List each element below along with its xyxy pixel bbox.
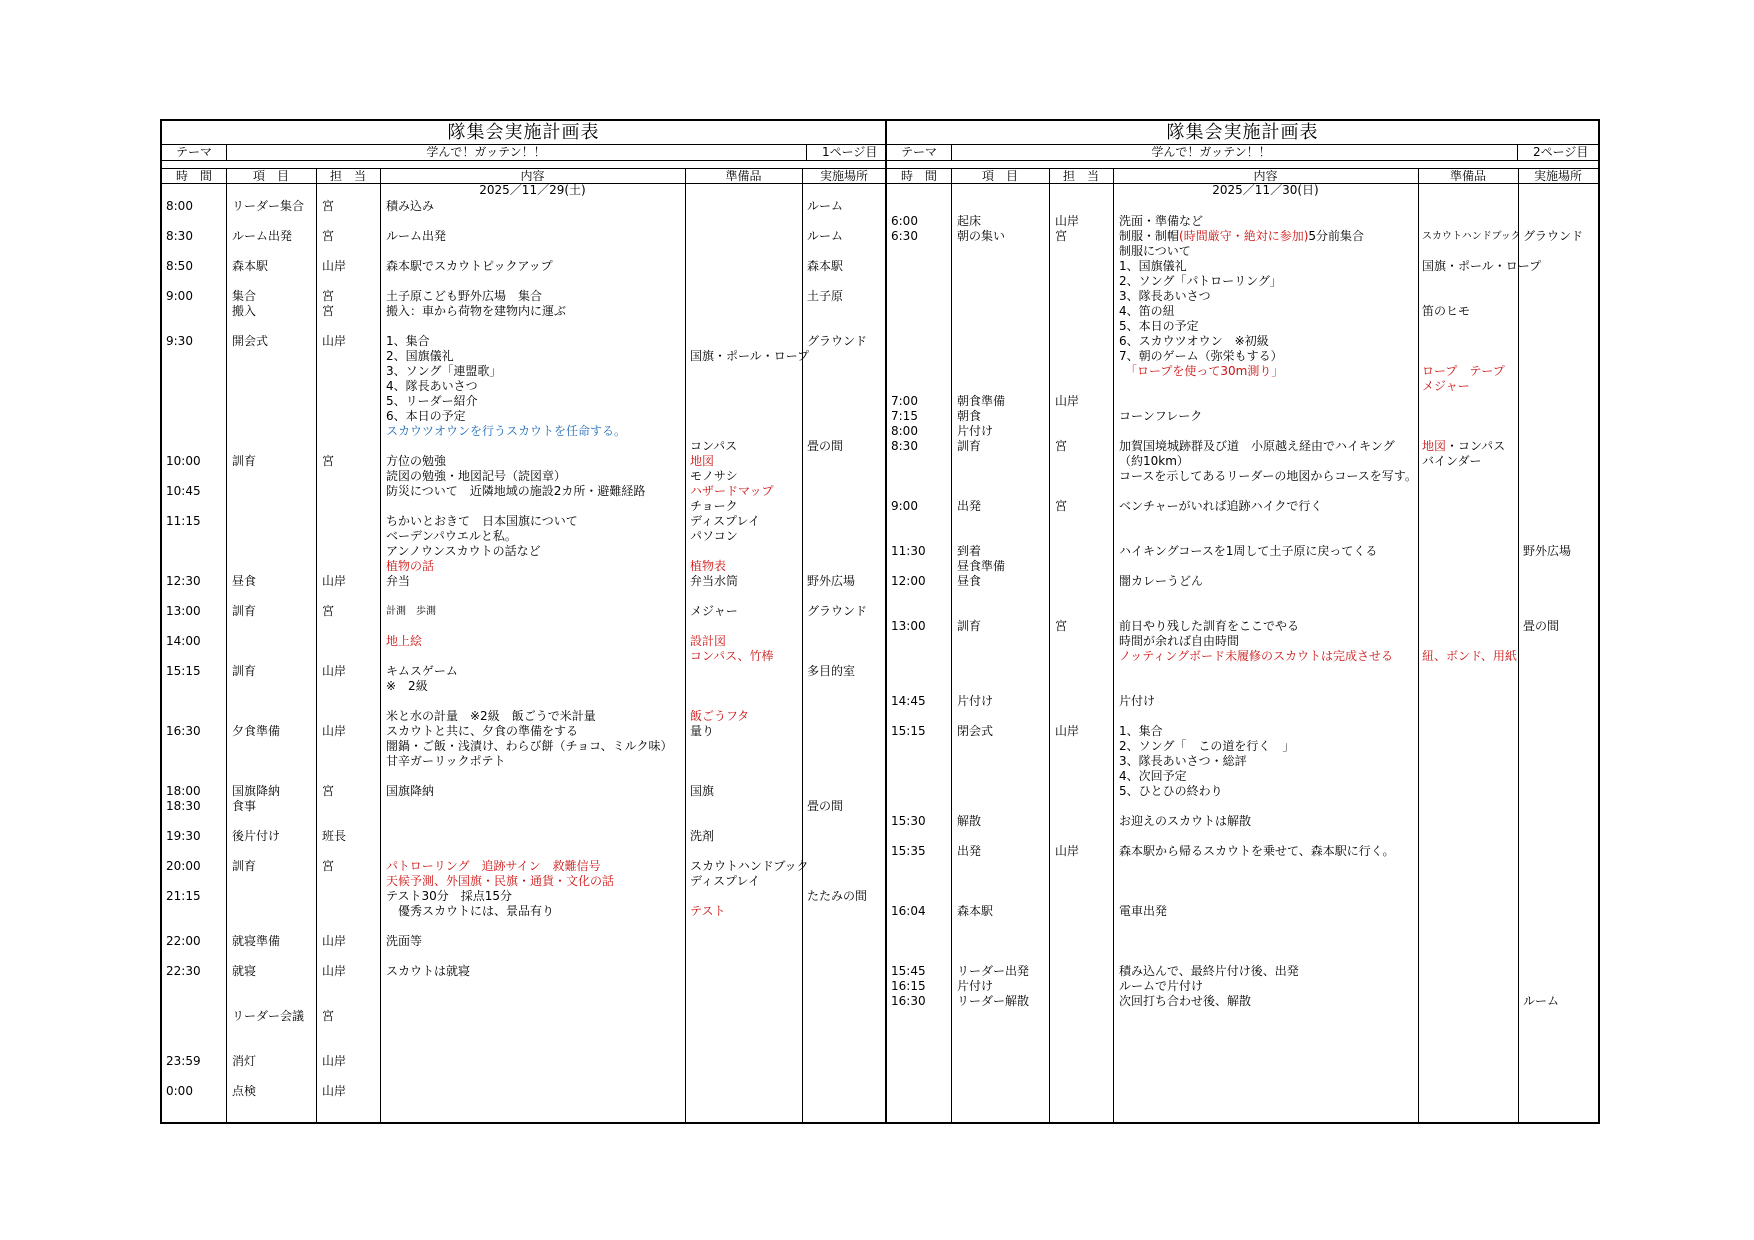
cell-equip: コンパス: [690, 439, 738, 453]
cell-equip: 飯ごうフタ: [690, 709, 750, 723]
cell-staff: 山岸: [1055, 724, 1080, 738]
cell-content: 森本駅から帰るスカウトを乗せて、森本駅に行く。: [1119, 844, 1395, 858]
cell-time: 15:15: [891, 724, 926, 738]
cell-item: 森本駅: [957, 904, 994, 918]
cell-equip: ディスプレイ: [690, 874, 760, 888]
cell-time: 19:30: [166, 829, 201, 843]
cell-equip: 紐、ボンド、用紙: [1422, 649, 1517, 663]
cell-content: スカウトは就寝: [386, 964, 471, 978]
cell-content: 7、朝のゲーム（弥栄もする）: [1119, 349, 1283, 363]
cell-content: 闇カレーうどん: [1119, 574, 1204, 588]
header-content: 内容: [1253, 169, 1278, 183]
cell-time: 6:00: [891, 214, 918, 228]
cell-content: 3、隊長あいさつ・総評: [1119, 754, 1247, 768]
cell-item: 点検: [232, 1084, 257, 1098]
cell-equip: 地図・コンパス: [1422, 439, 1506, 453]
cell-item: 到着: [957, 544, 982, 558]
cell-content: パトローリング 追跡サイン 救難信号: [386, 859, 601, 873]
cell-content: 6、本日の予定: [386, 409, 466, 423]
cell-place: ルーム: [807, 229, 844, 243]
theme-label: テーマ: [901, 145, 938, 159]
cell-content: ハイキングコースを1周して土子原に戻ってくる: [1119, 544, 1378, 558]
cell-staff: 山岸: [1055, 844, 1080, 858]
header-time: 時 間: [900, 169, 937, 183]
cell-staff: 班長: [322, 829, 347, 843]
cell-equip: コンパス、竹棒: [690, 649, 774, 663]
cell-content: 植物の話: [386, 559, 435, 573]
cell-time: 13:00: [166, 604, 201, 618]
cell-content: 積み込んで、最終片付け後、出発: [1119, 964, 1299, 978]
cell-item: 起床: [957, 214, 982, 228]
cell-content: 「ロープを使って30m測り」: [1119, 364, 1284, 378]
header-equipment: 準備品: [1449, 169, 1486, 183]
cell-content: スカウトと共に、夕食の準備をする: [386, 724, 579, 738]
cell-staff: 山岸: [322, 934, 347, 948]
header-place: 実施場所: [819, 169, 868, 183]
cell-time: 16:15: [891, 979, 926, 993]
cell-time: 23:59: [166, 1054, 201, 1068]
cell-time: 8:00: [166, 199, 193, 213]
cell-staff: 山岸: [1055, 394, 1080, 408]
cell-staff: 宮: [322, 604, 335, 618]
cell-item: 開会式: [232, 334, 269, 348]
cell-time: 9:30: [166, 334, 193, 348]
cell-equip: 国旗・ポール・ロープ: [690, 349, 810, 363]
cell-content: コーンフレーク: [1119, 409, 1203, 423]
cell-time: 9:00: [166, 289, 193, 303]
cell-content: 4、隊長あいさつ: [386, 379, 478, 393]
cell-staff: 宮: [322, 454, 335, 468]
cell-staff: 宮: [322, 859, 335, 873]
cell-content: 1、国旗儀礼: [1119, 259, 1187, 273]
cell-time: 8:00: [891, 424, 918, 438]
cell-content: ※ 2級: [386, 679, 428, 693]
cell-item: リーダー集合: [232, 199, 305, 213]
cell-staff: 山岸: [322, 664, 347, 678]
cell-content: 搬入：車から荷物を建物内に運ぶ: [386, 304, 567, 318]
cell-time: 21:15: [166, 889, 201, 903]
cell-item: 訓育: [232, 664, 257, 678]
cell-item: 片付け: [957, 424, 994, 438]
cell-item: 国旗降納: [232, 784, 281, 798]
cell-content: ちかいとおきて 日本国旗について: [386, 514, 578, 528]
cell-place: 畳の間: [807, 439, 844, 453]
cell-content: 4、次回予定: [1119, 769, 1187, 783]
cell-time: 6:30: [891, 229, 918, 243]
header-equipment: 準備品: [725, 169, 762, 183]
sheet-title: 隊集会実施計画表: [447, 122, 600, 143]
cell-time: 12:30: [166, 574, 201, 588]
cell-item: 朝の集い: [957, 229, 1006, 243]
cell-time: 11:15: [166, 514, 201, 528]
cell-content: キムスゲーム: [386, 664, 458, 678]
cell-content: 土子原こども野外広場 集合: [386, 289, 543, 303]
cell-item: 解散: [957, 814, 982, 828]
cell-content: 闇鍋・ご飯・浅漬け、わらび餅（チョコ、ミルク味）: [386, 739, 673, 753]
cell-content: コースを示してあるリーダーの地図からコースを写す。: [1119, 469, 1417, 483]
cell-equip: 地図: [690, 454, 715, 468]
cell-item: 訓育: [232, 604, 257, 618]
cell-content: 計測 歩測: [386, 606, 436, 617]
cell-time: 14:45: [891, 694, 926, 708]
cell-content: 3、隊長あいさつ: [1119, 289, 1211, 303]
cell-item: 朝食準備: [957, 394, 1006, 408]
cell-content: 洗面等: [386, 934, 423, 948]
cell-staff: 宮: [322, 784, 335, 798]
cell-staff: 宮: [322, 289, 335, 303]
cell-staff: 宮: [1055, 229, 1068, 243]
schedule-sheet-page-2: [885, 119, 1600, 1124]
cell-time: 16:04: [891, 904, 926, 918]
cell-item: 訓育: [232, 859, 257, 873]
theme-label: テーマ: [176, 145, 213, 159]
cell-staff: 宮: [322, 199, 335, 213]
header-staff: 担 当: [1062, 169, 1099, 183]
cell-item: 後片付け: [232, 829, 281, 843]
cell-time: 7:15: [891, 409, 918, 423]
cell-staff: 宮: [1055, 619, 1068, 633]
cell-item: 就寝: [232, 964, 257, 978]
cell-item: 就寝準備: [232, 934, 281, 948]
cell-content: お迎えのスカウトは解散: [1119, 814, 1252, 828]
cell-time: 15:45: [891, 964, 926, 978]
cell-equip: メジャー: [690, 604, 738, 618]
cell-equip: 洗剤: [690, 829, 715, 843]
cell-time: 0:00: [166, 1084, 193, 1098]
cell-time: 9:00: [891, 499, 918, 513]
cell-equip: モノサシ: [690, 469, 738, 483]
cell-content: ルームで片付け: [1119, 979, 1204, 993]
cell-staff: 宮: [322, 304, 335, 318]
cell-content: （約10km）: [1119, 454, 1189, 468]
cell-equip: パソコン: [690, 529, 738, 543]
cell-item: ルーム出発: [232, 229, 293, 243]
cell-item: 訓育: [232, 454, 257, 468]
cell-equip: 植物表: [690, 559, 727, 573]
cell-content: 2、ソング「 この道を行く 」: [1119, 739, 1295, 753]
cell-content: 1、集合: [386, 334, 430, 348]
cell-content: スカウツオウンを行うスカウトを任命する。: [386, 424, 627, 438]
cell-place: 畳の間: [1523, 619, 1560, 633]
cell-item: 朝食: [957, 409, 982, 423]
cell-item: 閉会式: [957, 724, 994, 738]
cell-content: 3、ソング「連盟歌」: [386, 364, 502, 378]
cell-content: 読図の勉強・地図記号（読図章）: [386, 469, 567, 483]
cell-content: 5、本日の予定: [1119, 319, 1199, 333]
cell-staff: 山岸: [322, 724, 347, 738]
header-item: 項 目: [981, 169, 1018, 183]
cell-item: 夕食準備: [232, 724, 281, 738]
cell-place: グラウンド: [807, 604, 868, 618]
cell-equip: スカウトハンドブック: [690, 859, 809, 873]
cell-staff: 宮: [1055, 499, 1068, 513]
cell-content: テスト30分 採点15分: [386, 889, 513, 903]
cell-place: 野外広場: [1523, 544, 1572, 558]
header-item: 項 目: [252, 169, 289, 183]
cell-equip: 国旗・ポール・ロープ: [1422, 259, 1542, 273]
cell-content: ルーム出発: [386, 229, 447, 243]
cell-item: 訓育: [957, 439, 982, 453]
header-staff: 担 当: [329, 169, 366, 183]
cell-content: 積み込み: [386, 199, 435, 213]
cell-item: 消灯: [232, 1054, 257, 1068]
cell-content: アンノウンスカウトの話など: [386, 544, 541, 558]
cell-equip: 弁当水筒: [690, 574, 739, 588]
cell-content: 加賀国境城跡群及び道 小原越え経由でハイキング: [1119, 439, 1395, 453]
cell-item: 出発: [957, 844, 982, 858]
theme-value: 学んで！ガッテン！！: [1151, 145, 1271, 159]
cell-equip: チョーク: [690, 499, 738, 513]
cell-staff: 山岸: [322, 334, 347, 348]
cell-time: 7:00: [891, 394, 918, 408]
cell-equip: メジャー: [1422, 379, 1470, 393]
cell-place: グラウンド: [1523, 229, 1584, 243]
cell-equip: 設計図: [690, 634, 727, 648]
cell-time: 18:00: [166, 784, 201, 798]
schedule-sheet-page-1: [160, 119, 887, 1124]
cell-item: リーダー出発: [957, 964, 1030, 978]
cell-equip: テスト: [690, 904, 726, 918]
sheet-title: 隊集会実施計画表: [1166, 122, 1319, 143]
cell-place: ルーム: [807, 199, 844, 213]
cell-time: 14:00: [166, 634, 201, 648]
header-time: 時 間: [175, 169, 212, 183]
cell-staff: 宮: [1055, 439, 1068, 453]
cell-time: 12:00: [891, 574, 926, 588]
cell-content: 地上絵: [386, 634, 423, 648]
theme-value: 学んで！ガッテン！！: [426, 145, 546, 159]
cell-content: 2、ソング「パトローリング」: [1119, 274, 1282, 288]
cell-content: 防災について 近隣地域の施設2カ所・避難経路: [386, 484, 646, 498]
schedule-date: 2025／11／29(土): [479, 183, 586, 197]
cell-item: 出発: [957, 499, 982, 513]
cell-time: 15:35: [891, 844, 926, 858]
cell-content: 4、笛の紐: [1119, 304, 1175, 318]
cell-place: たたみの間: [807, 889, 868, 903]
cell-content: 方位の勉強: [386, 454, 447, 468]
cell-place: 野外広場: [807, 574, 856, 588]
cell-time: 15:15: [166, 664, 201, 678]
cell-content: 天候予測、外国旗・民旗・通貨・文化の話: [386, 874, 615, 888]
cell-content: 弁当: [386, 574, 411, 588]
cell-content: 優秀スカウトには、景品有り: [386, 904, 555, 918]
cell-item: 昼食: [232, 574, 257, 588]
cell-content: 時間が余れば自由時間: [1119, 634, 1240, 648]
cell-place: ルーム: [1523, 994, 1560, 1008]
cell-time: 8:30: [166, 229, 193, 243]
cell-content: 5、リーダー紹介: [386, 394, 478, 408]
cell-time: 22:30: [166, 964, 201, 978]
cell-content: 甘辛ガーリックポテト: [386, 754, 506, 768]
cell-content: 2、国旗儀礼: [386, 349, 454, 363]
cell-place: グラウンド: [807, 334, 868, 348]
header-place: 実施場所: [1533, 169, 1582, 183]
cell-item: リーダー会議: [232, 1009, 305, 1023]
cell-item: 昼食: [957, 574, 982, 588]
cell-equip: 量り: [690, 724, 715, 738]
page-label: 1ページ目: [822, 145, 878, 159]
cell-equip: スカウトハンドブック: [1422, 231, 1521, 242]
cell-staff: 山岸: [322, 964, 347, 978]
cell-equip: ロープ テープ: [1422, 364, 1505, 378]
cell-time: 10:00: [166, 454, 201, 468]
cell-time: 20:00: [166, 859, 201, 873]
cell-content: 洗面・準備など: [1119, 214, 1204, 228]
cell-item: 片付け: [957, 979, 994, 993]
cell-content: 5、ひとひの終わり: [1119, 784, 1223, 798]
cell-content: ノッティングボード未履修のスカウトは完成させる: [1119, 649, 1393, 663]
cell-item: 食事: [232, 799, 257, 813]
cell-content: 電車出発: [1119, 904, 1168, 918]
cell-time: 11:30: [891, 544, 926, 558]
cell-staff: 山岸: [322, 259, 347, 273]
cell-content: 1、集合: [1119, 724, 1163, 738]
cell-item: 搬入: [232, 304, 257, 318]
cell-content: 次回打ち合わせ後、解散: [1119, 994, 1252, 1008]
cell-equip: バインダー: [1422, 454, 1482, 468]
cell-place: 多目的室: [807, 664, 856, 678]
cell-place: 森本駅: [807, 259, 844, 273]
cell-time: 22:00: [166, 934, 201, 948]
cell-staff: 山岸: [322, 1054, 347, 1068]
cell-equip: ディスプレイ: [690, 514, 760, 528]
cell-equip: 国旗: [690, 784, 715, 798]
schedule-date: 2025／11／30(日): [1212, 183, 1319, 197]
cell-item: リーダー解散: [957, 994, 1030, 1008]
cell-content: 制服について: [1119, 244, 1191, 258]
cell-content: 片付け: [1119, 694, 1156, 708]
cell-staff: 山岸: [322, 1084, 347, 1098]
cell-content: 制服・制帽(時間厳守・絶対に参加)5分前集合: [1119, 229, 1365, 243]
page-label: 2ページ目: [1533, 145, 1589, 159]
cell-staff: 宮: [322, 1009, 335, 1023]
cell-staff: 宮: [322, 229, 335, 243]
cell-equip: ハザードマップ: [690, 484, 774, 498]
cell-time: 16:30: [166, 724, 201, 738]
header-content: 内容: [520, 169, 545, 183]
cell-staff: 山岸: [1055, 214, 1080, 228]
cell-time: 8:50: [166, 259, 193, 273]
cell-place: 土子原: [807, 289, 844, 303]
cell-content: 国旗降納: [386, 784, 435, 798]
cell-content: 前日やり残した訓育をここでやる: [1119, 619, 1300, 633]
cell-item: 昼食準備: [957, 559, 1006, 573]
cell-time: 13:00: [891, 619, 926, 633]
cell-time: 15:30: [891, 814, 926, 828]
cell-time: 18:30: [166, 799, 201, 813]
cell-content: ベンチャーがいれば追跡ハイクで行く: [1119, 499, 1323, 513]
cell-item: 集合: [232, 289, 257, 303]
cell-item: 森本駅: [232, 259, 269, 273]
cell-place: 畳の間: [807, 799, 844, 813]
cell-content: 米と水の計量 ※2級 飯ごうで米計量: [386, 709, 596, 723]
cell-time: 16:30: [891, 994, 926, 1008]
cell-time: 8:30: [891, 439, 918, 453]
cell-item: 片付け: [957, 694, 994, 708]
cell-content: ベーデンパウエルと私。: [386, 529, 517, 543]
cell-equip: 笛のヒモ: [1422, 304, 1471, 318]
cell-content: 6、スカウツオウン ※初級: [1119, 334, 1269, 348]
cell-time: 10:45: [166, 484, 201, 498]
cell-content: 森本駅でスカウトピックアップ: [386, 259, 553, 273]
cell-item: 訓育: [957, 619, 982, 633]
cell-staff: 山岸: [322, 574, 347, 588]
